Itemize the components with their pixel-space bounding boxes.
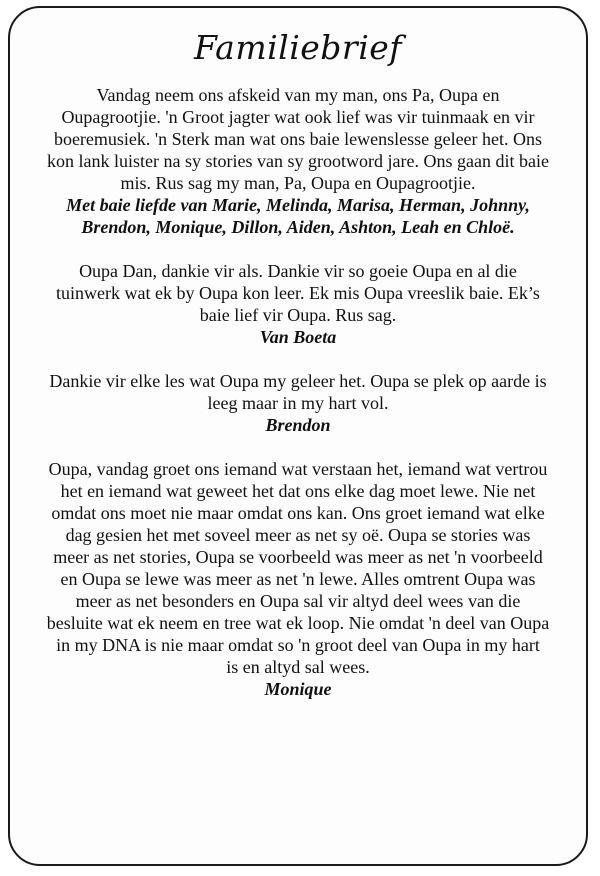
message-line: Oupa Dan, dankie vir als. Dankie vir so goeie Oupa en al die: [79, 261, 517, 281]
memorial-card: [8, 6, 588, 866]
signature-line: Monique: [264, 679, 332, 699]
message-line: Vandag neem ons afskeid van my man, ons Pa, Oupa en: [96, 85, 500, 105]
message-line: is en altyd sal wees.: [226, 657, 370, 677]
signature-line: Brendon: [265, 415, 331, 435]
card-title: Familiebrief: [193, 28, 402, 67]
message-brendon: [32, 370, 564, 436]
message-line: Dankie vir elke les wat Oupa my geleer het. Oupa se plek op aarde is: [49, 371, 547, 391]
message-line: mis. Rus sag my man, Pa, Oupa en Oupagrootjie.: [120, 173, 476, 193]
message-monique: [32, 458, 564, 700]
card-content: [32, 84, 564, 700]
signature-line: Van Boeta: [259, 327, 337, 347]
signature-line: Met baie liefde van Marie, Melinda, Marisa, Herman, Johnny,: [66, 195, 530, 215]
message-line: Oupa, vandag groet ons iemand wat verstaan het, iemand wat vertrou: [48, 459, 548, 479]
message-line: boeremusiek. 'n Sterk man wat ons baie lewenslesse geleer het. Ons: [53, 129, 543, 149]
message-line: in my DNA is nie maar omdat so 'n groot deel van Oupa in my hart: [56, 635, 540, 655]
message-line: meer as net stories, Oupa se voorbeeld was meer as net 'n voorbeeld: [53, 547, 543, 567]
message-line: het en iemand wat geweet het dat ons elke dag moet lewe. Nie net: [60, 481, 536, 501]
spacer: [32, 436, 564, 458]
message-line: kon lank luister na sy stories van sy grootword jare. Ons gaan dit baie: [47, 151, 549, 171]
message-line: meer as net besonders en Oupa sal vir altyd deel wees van die: [75, 591, 521, 611]
message-line: baie lief vir Oupa. Rus sag.: [199, 305, 397, 325]
message-line: dag gesien het met soveel meer as net sy oë. Oupa se stories was: [65, 525, 531, 545]
message-line: besluite wat ek neem en tree wat ek loop. Nie omdat 'n deel van Oupa: [46, 613, 550, 633]
message-line: Oupagrootjie. 'n Groot jagter wat ook lief was vir tuinmaak en vir: [61, 107, 535, 127]
spacer: [32, 348, 564, 370]
message-line: leeg maar in my hart vol.: [207, 393, 389, 413]
message-boeta: [32, 260, 564, 348]
message-line: omdat ons moet nie maar omdat ons kan. Ons groet iemand wat elke: [51, 503, 545, 523]
message-marie-family: [32, 84, 564, 238]
message-line: tuinwerk wat ek by Oupa kon leer. Ek mis Oupa vreeslik baie. Ek’s: [56, 283, 540, 303]
message-line: en Oupa se lewe was meer as net 'n lewe. Alles omtrent Oupa was: [60, 569, 536, 589]
spacer: [32, 238, 564, 260]
signature-line: Brendon, Monique, Dillon, Aiden, Ashton, Leah en Chloë.: [81, 217, 515, 237]
